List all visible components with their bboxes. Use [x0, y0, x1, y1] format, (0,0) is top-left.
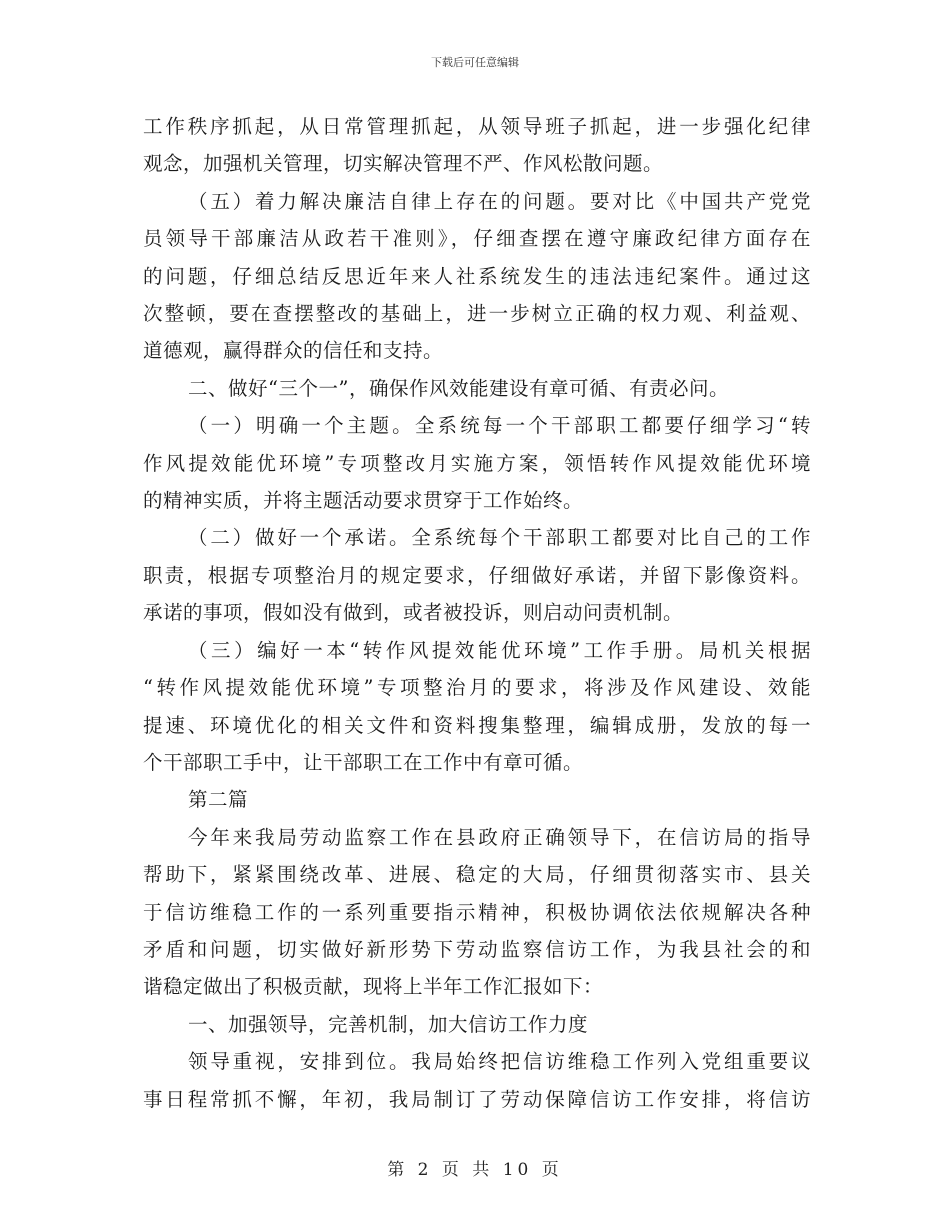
text-line: 的精神实质，并将主题活动要求贯穿于工作始终。 [143, 489, 584, 513]
page-footer: 第 2 页 共 10 页 [387, 1160, 563, 1180]
page-header: 下载后可任意编辑 [431, 56, 519, 69]
text-line: 于信访维稳工作的一系列重要指示精神，积极协调依法依规解决各种 [143, 900, 811, 924]
text-line: 作风提效能优环境”专项整改月实施方案，领悟转作风提效能优环境 [143, 451, 811, 475]
text-line: 次整顿，要在查摆整改的基础上，进一步树立正确的权力观、利益观、 [143, 302, 811, 326]
text-line: 矛盾和问题，切实做好新形势下劳动监察信访工作，为我县社会的和 [143, 937, 811, 961]
text-line: 承诺的事项，假如没有做到，或者被投诉，则启动问责机制。 [143, 601, 684, 625]
text-line: “转作风提效能优环境”专项整治月的要求，将涉及作风建设、效能 [143, 676, 811, 700]
document-body [143, 108, 811, 1118]
text-line: 的问题，仔细总结反思近年来人社系统发生的违法违纪案件。通过这 [143, 264, 811, 288]
text-line: （二）做好一个承诺。全系统每个干部职工都要对比自己的工作 [188, 526, 811, 550]
text-line: 观念，加强机关管理，切实解决管理不严、作风松散问题。 [143, 152, 664, 176]
text-line: 一、加强领导，完善机制，加大信访工作力度 [188, 1012, 589, 1036]
text-line: 工作秩序抓起，从日常管理抓起，从领导班子抓起，进一步强化纪律 [143, 115, 811, 138]
text-line: 今年来我局劳动监察工作在县政府正确领导下，在信访局的指导 [188, 825, 811, 849]
text-line: 帮助下，紧紧围绕改革、进展、稳定的大局，仔细贯彻落实市、县关 [143, 863, 811, 887]
text-line: （一）明确一个主题。全系统每一个干部职工都要仔细学习“转 [188, 414, 811, 438]
text-line: （五）着力解决廉洁自律上存在的问题。要对比《中国共产党党 [188, 189, 811, 213]
text-line: 第二篇 [188, 788, 249, 812]
text-line: 职责，根据专项整治月的规定要求，仔细做好承诺，并留下影像资料。 [143, 563, 811, 587]
text-line: 提速、环境优化的相关文件和资料搜集整理，编辑成册，发放的每一 [143, 713, 811, 737]
text-line: 谐稳定做出了积极贡献，现将上半年工作汇报如下： [143, 975, 604, 999]
text-line: 道德观，赢得群众的信任和支持。 [143, 339, 444, 363]
text-line: 二、做好“三个一”，确保作风效能建设有章可循、有责必问。 [188, 376, 729, 400]
text-line: 事日程常抓不懈，年初，我局制订了劳动保障信访工作安排，将信访 [143, 1087, 811, 1111]
text-line: 员领导干部廉洁从政若干准则》，仔细查摆在遵守廉政纪律方面存在 [143, 227, 811, 251]
text-line: 领导重视，安排到位。我局始终把信访维稳工作列入党组重要议 [188, 1050, 811, 1074]
text-line: 个干部职工手中，让干部职工在工作中有章可循。 [143, 750, 584, 774]
text-line: （三）编好一本“转作风提效能优环境”工作手册。局机关根据 [188, 638, 811, 662]
